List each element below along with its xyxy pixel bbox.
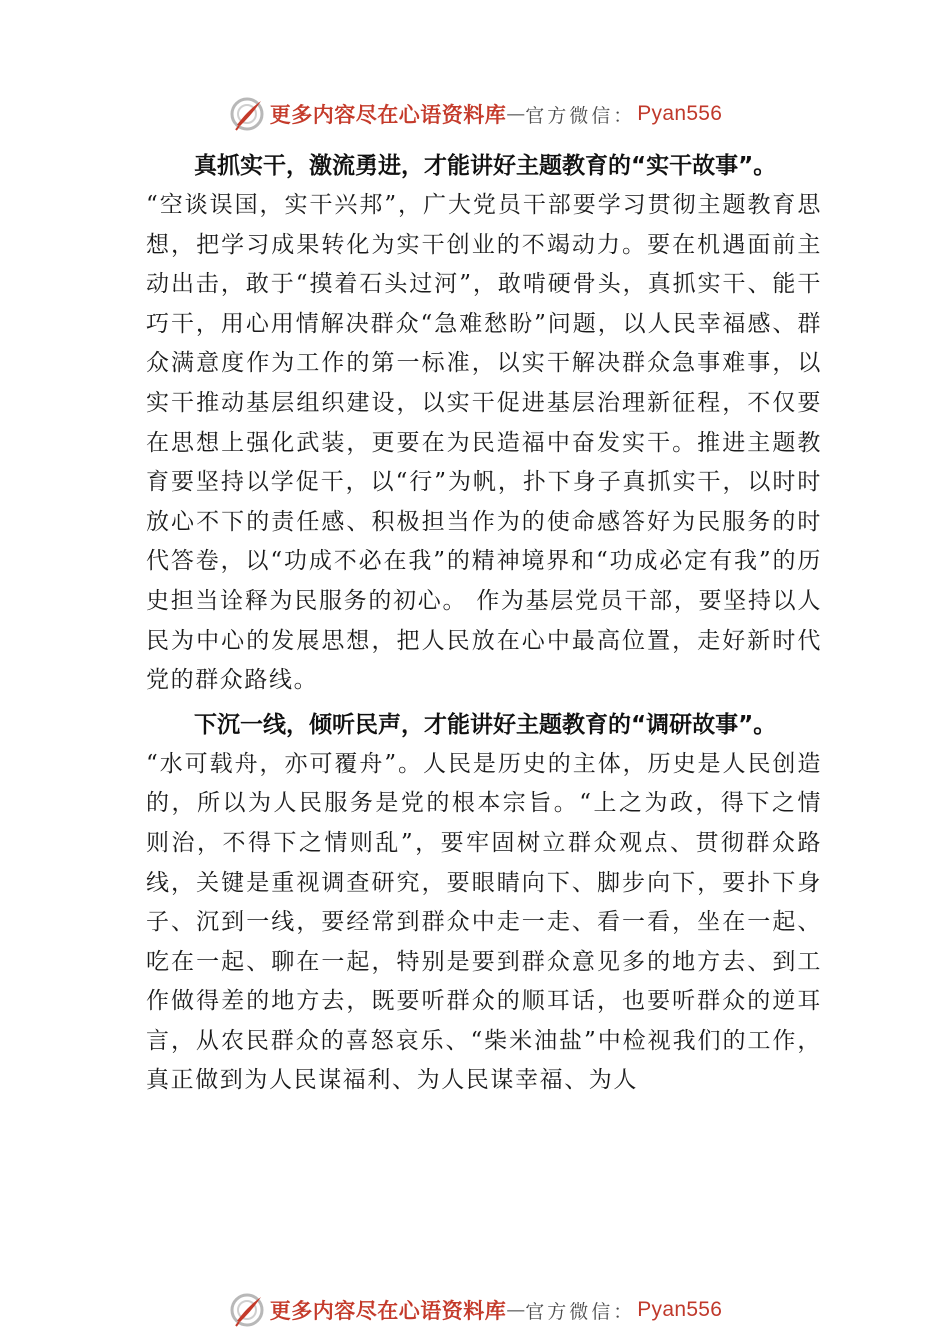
banner-brand-text: 更多内容尽在心语资料库 bbox=[269, 102, 507, 127]
section-heading-2: 下沉一线，倾听民声，才能讲好主题教育的“调研故事”。 bbox=[194, 711, 777, 738]
banner-dash: — bbox=[506, 103, 526, 125]
paragraph-1: “空谈误国，实干兴邦”，广大党员干部要学习贯彻主题教育思想，把学习成果转化为实干创业的不竭动力。要在机遇面前主动出击，敢于“摸着石头过河”，敢啃硬骨头，真抓实干、能干巧干，用心用情解决群众“急难愁盼”问题，以人民幸福感、群众满意度作为工作的第一标准，以实干解决群众急事难事，以实干推动基层组织建设，以实干促进基层治理新征程，不仅要在思想上强化武装，更要在为民造福中奋发实干。推进主题教育要坚持以学促干，以“行”为帆，扑下身子真抓实干，以时时放心不下的责任感、积极担当作为的使命感答好为民服务的时代答卷，以“功成不必在我”的精神境界和“功成必定有我”的历史担当诠释为民服务的初心。 作为基层党员干部，要坚持以人民为中心的发展思想，把人民放在心中最高位置，走好新时代党的群众路线。 bbox=[146, 192, 822, 694]
banner-wechat-id: Pyan556 bbox=[637, 1298, 723, 1321]
header-watermark-banner bbox=[0, 94, 950, 134]
quill-seal-icon bbox=[228, 95, 266, 133]
banner-wechat-id: Pyan556 bbox=[637, 102, 723, 125]
banner-wechat-label: 官方微信： bbox=[525, 104, 636, 127]
section-heading-1: 真抓实干，激流勇进，才能讲好主题教育的“实干故事”。 bbox=[194, 153, 777, 179]
footer-watermark-banner bbox=[0, 1290, 950, 1330]
banner-wechat-label: 官方微信： bbox=[525, 1300, 636, 1323]
document-body bbox=[146, 146, 822, 1105]
banner-brand-text: 更多内容尽在心语资料库 bbox=[269, 1298, 507, 1323]
banner-dash: — bbox=[506, 1299, 526, 1321]
paragraph-2: “水可载舟，亦可覆舟”。人民是历史的主体，历史是人民创造的，所以为人民服务是党的根本宗旨。“上之为政，得下之情则治，不得下之情则乱”，要牢固树立群众观点、贯彻群众路线，关键是重视调查研究，要眼睛向下、脚步向下，要扑下身子、沉到一线，要经常到群众中走一走、看一看，坐在一起、吃在一起、聊在一起，特别是要到群众意见多的地方去、到工作做得差的地方去，既要听群众的顺耳话，也要听群众的逆耳言，从农民群众的喜怒哀乐、“柴米油盐”中检视我们的工作，真正做到为人民谋福利、为人民谋幸福、为人 bbox=[146, 750, 822, 1094]
quill-seal-icon bbox=[228, 1291, 266, 1329]
